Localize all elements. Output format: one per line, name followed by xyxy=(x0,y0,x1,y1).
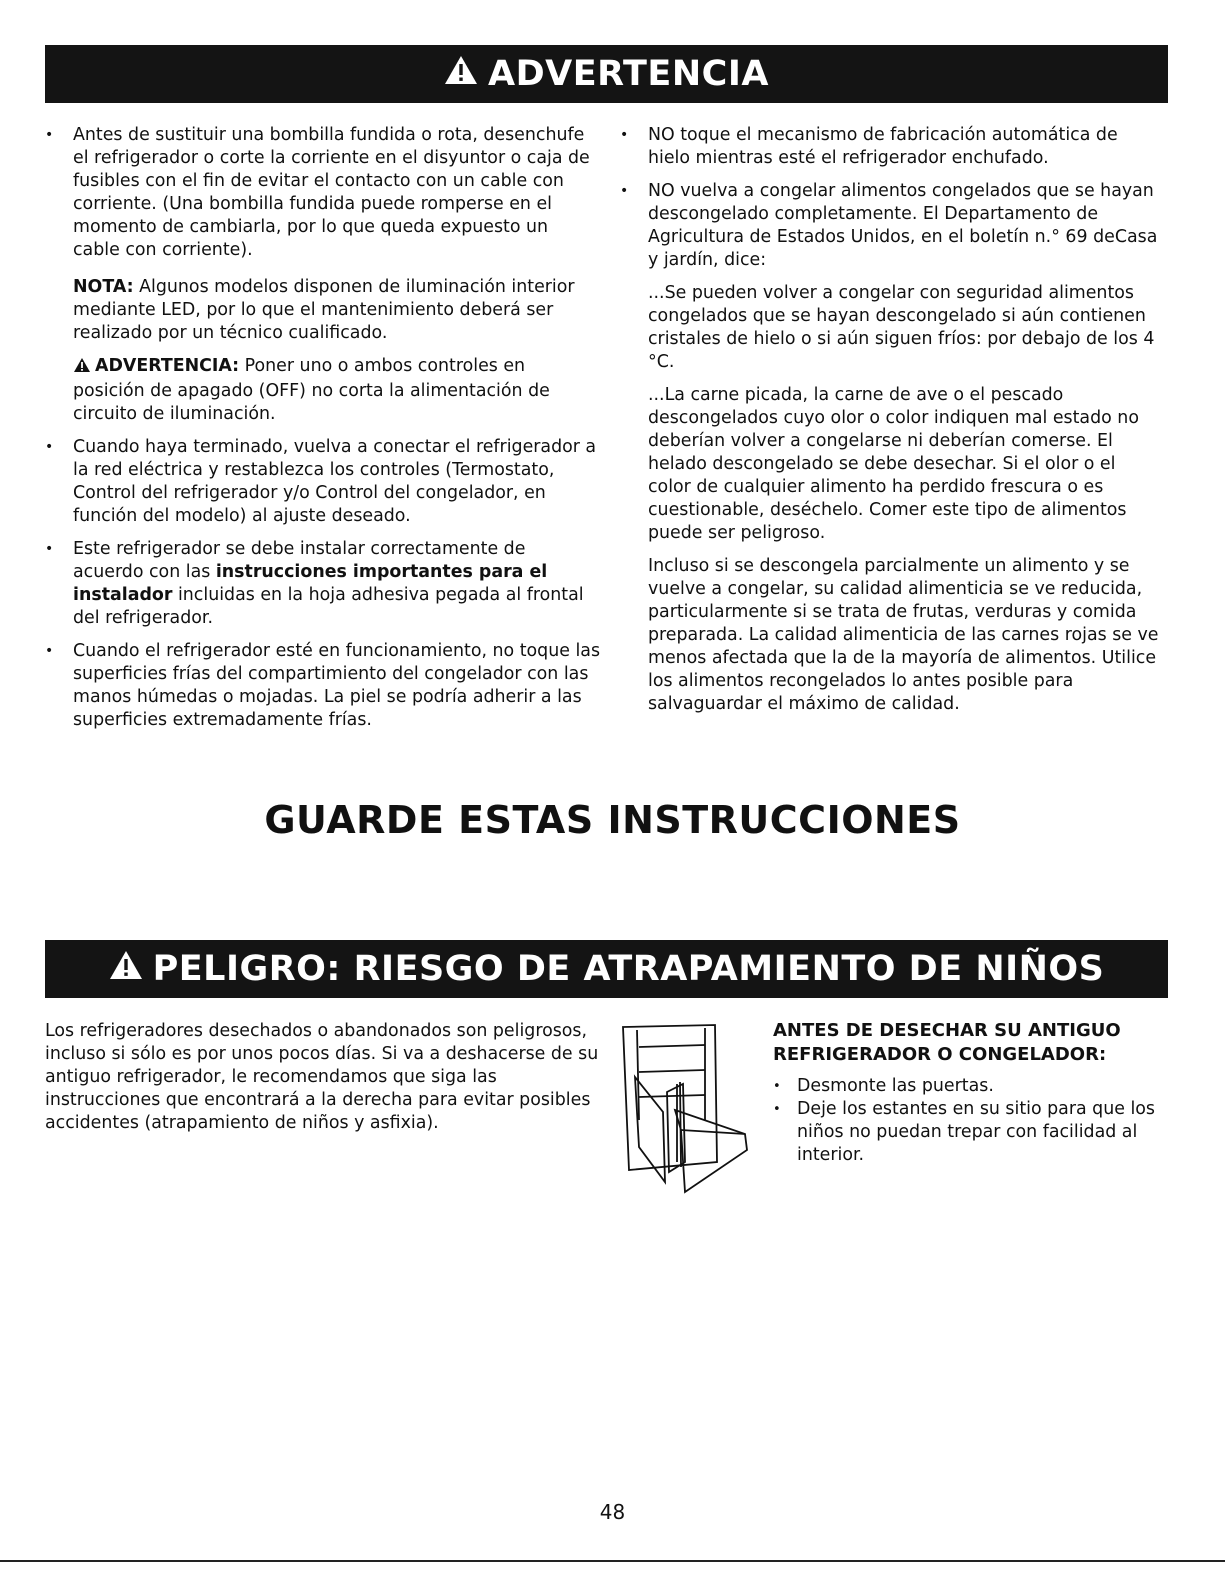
quote-1: ...Se pueden volver a congelar con seguridad alimentos congelados que se hayan descongelado si aún contienen cristales de hielo o si aún siguen fríos: por debajo de los 4 °C. xyxy=(648,283,1155,372)
warning-triangle-icon xyxy=(444,54,478,94)
advertencia-paragraph xyxy=(45,355,600,426)
danger-left-text: Los refrigeradores desechados o abandonados son peligrosos, incluso si sólo es por unos pocos días. Si va a deshacerse de su antiguo refrigerador, le recomendamos que siga las instrucciones que encontrará a la derecha para evitar posibles accidentes (atrapamiento de niños y asfixia). xyxy=(45,1021,599,1133)
left-bullet-2: • Cuando haya terminado, vuelva a conectar el refrigerador a la red eléctrica y restablezca los controles (Termostato, Control del refrigerador y/o Control del congelador, en función del modelo) al ajuste deseado. xyxy=(45,436,600,528)
bullet-3-bold: instrucciones importantes para el instalador xyxy=(73,562,548,605)
bottom-rule xyxy=(0,1560,1225,1562)
bullet-3-text-c: incluidas en la hoja adhesiva pegada al frontal del refrigerador. xyxy=(73,585,584,628)
nota-paragraph xyxy=(45,276,600,345)
bullet-3-text-a: Este refrigerador se debe instalar correctamente de acuerdo con las xyxy=(73,539,526,582)
danger-banner xyxy=(45,940,1168,998)
advertencia-label: ADVERTENCIA: xyxy=(95,356,240,376)
right-bullet-1: • NO toque el mecanismo de fabricación automática de hielo mientras esté el refrigerador enchufado. xyxy=(620,124,1160,170)
nota-label: NOTA: xyxy=(73,277,134,297)
page-number: 48 xyxy=(599,1500,626,1524)
danger-triangle-icon xyxy=(109,949,143,989)
save-instructions-heading: GUARDE ESTAS INSTRUCCIONES xyxy=(264,798,961,842)
right-bullet-2: • NO vuelva a congelar alimentos congelados que se hayan descongelado completamente. El Departamento de Agricultura de Estados Unidos, en el boletín n.° 69 deCasa y jardín, dice: xyxy=(620,180,1160,272)
disposal-item-1: • Desmonte las puertas. xyxy=(773,1075,1173,1098)
quote-2: ...La carne picada, la carne de ave o el pescado descongelados cuyo olor o color indiquen mal estado no deberían volver a congelarse ni deberían comerse. El helado descongelado se debe desechar. Si el olor o el color de cualquier alimento ha perdido frescura o es cuestionable, deséchelo. Comer este tipo de alimentos puede ser peligroso. xyxy=(648,385,1139,543)
left-column xyxy=(45,124,600,742)
disposal-heading: ANTES DE DESECHAR SU ANTIGUO REFRIGERADOR O CONGELADOR: xyxy=(773,1020,1121,1065)
right-column xyxy=(620,124,1160,726)
advertencia-text: Poner uno o ambos controles en posición de apagado (OFF) no corta la alimentación de circuito de iluminación. xyxy=(73,356,550,424)
warning-triangle-small-icon xyxy=(73,357,91,380)
nota-text: Algunos modelos disponen de iluminación interior mediante LED, por lo que el mantenimiento deberá ser realizado por un técnico cualificado. xyxy=(73,277,575,343)
warning-banner xyxy=(45,45,1168,103)
left-bullet-1: • Antes de sustituir una bombilla fundida o rota, desenchufe el refrigerador o corte la corriente en el disyuntor o caja de fusibles con el fin de evitar el contacto con un cable con corriente. (Una bombilla fundida puede romperse en el momento de cambiarla, por lo que queda expuesto un cable con corriente). xyxy=(45,124,600,262)
left-bullet-3 xyxy=(45,538,600,630)
danger-right xyxy=(773,1019,1173,1167)
left-bullet-4: • Cuando el refrigerador esté en funcionamiento, no toque las superficies frías del compartimiento del congelador con las manos húmedas o mojadas. La piel se podría adherir a las superficies extremadamente frías. xyxy=(45,640,600,732)
danger-banner-title: PELIGRO: RIESGO DE ATRAPAMIENTO DE NIÑOS xyxy=(152,949,1105,989)
refreeze-paragraph: Incluso si se descongela parcialmente un alimento y se vuelve a congelar, su calidad alimenticia se ve reducida, particularmente si se trata de frutas, verduras y comida preparada. La calidad alimenticia de las carnes rojas se ve menos afectada que la de la mayoría de alimentos. Utilice los alimentos recongelados lo antes posible para salvaguardar el máximo de calidad. xyxy=(648,556,1159,714)
warning-banner-title: ADVERTENCIA xyxy=(488,54,769,94)
disposal-item-2: • Deje los estantes en su sitio para que los niños no puedan trepar con facilidad al interior. xyxy=(773,1098,1173,1167)
refrigerator-illustration xyxy=(615,1022,760,1201)
